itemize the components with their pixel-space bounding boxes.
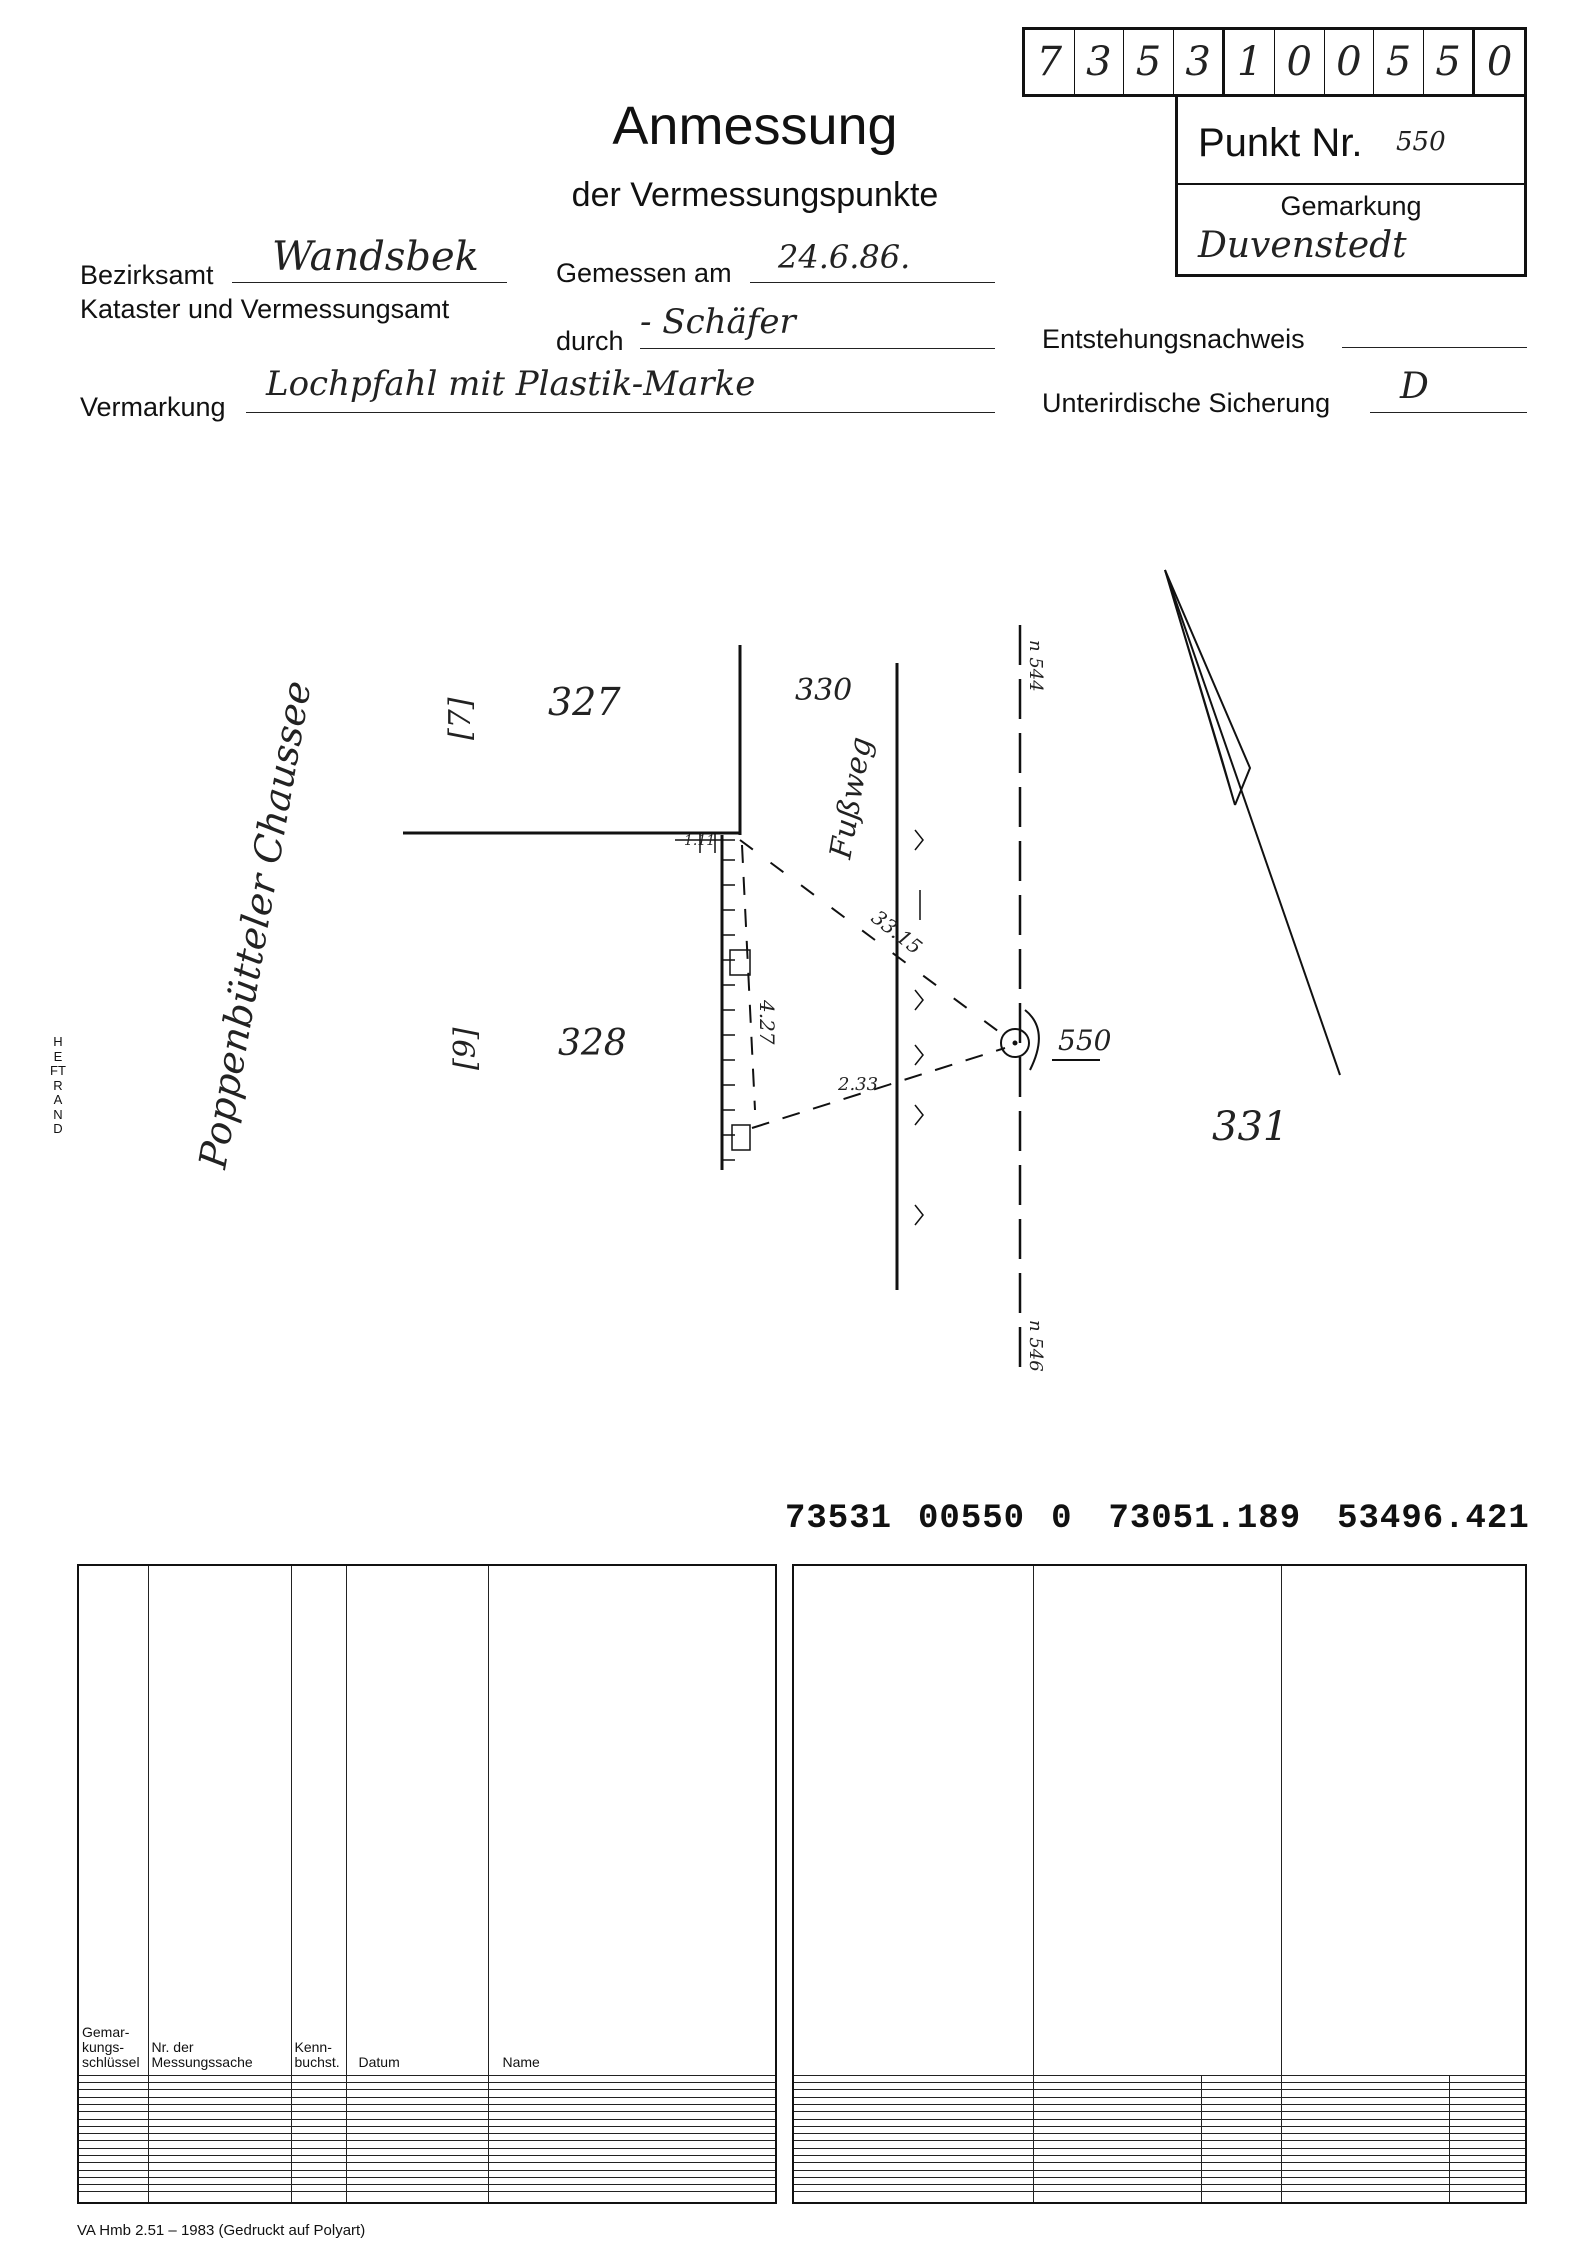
table-cell[interactable]: [1033, 2105, 1201, 2112]
id-digit-cell: 3: [1075, 30, 1125, 94]
measure-line-233: [752, 1048, 1005, 1128]
table-row: [793, 2119, 1526, 2126]
table-cell[interactable]: [346, 2148, 488, 2155]
table-cell[interactable]: [78, 2148, 148, 2155]
table-cell[interactable]: [1201, 2185, 1281, 2192]
table-cell[interactable]: [291, 2192, 346, 2203]
dist-233: 2.33: [838, 1074, 879, 1095]
durch-label: durch: [556, 326, 624, 356]
table-cell[interactable]: [1033, 2126, 1201, 2133]
table-cell[interactable]: [148, 2075, 291, 2082]
page-subtitle: der Vermessungspunkte: [571, 176, 939, 214]
table-row: [78, 2185, 776, 2192]
table-cell[interactable]: [488, 2083, 776, 2090]
table-cell[interactable]: [291, 2155, 346, 2162]
table-row: [78, 2112, 776, 2119]
table-cell[interactable]: [1033, 2163, 1201, 2170]
page-title: Anmessung: [612, 96, 898, 156]
table-cell[interactable]: [78, 2185, 148, 2192]
table-cell[interactable]: [78, 2083, 148, 2090]
table-cell[interactable]: [78, 2134, 148, 2141]
ref-top: n 544: [1025, 640, 1046, 692]
col-datum-label: Datum: [358, 2053, 400, 2070]
table-cell[interactable]: [78, 2141, 148, 2148]
table-cell[interactable]: [148, 2112, 291, 2119]
table-cell[interactable]: [346, 2090, 488, 2097]
table-cell[interactable]: [1449, 2192, 1526, 2203]
table-cell[interactable]: [1033, 2185, 1201, 2192]
table-cell[interactable]: [1281, 2141, 1449, 2148]
col-messungssache-label: Nr. der Messungssache: [151, 2038, 253, 2070]
gemessen-value: 24.6.86.: [778, 238, 911, 276]
table-cell[interactable]: [793, 2177, 1033, 2184]
col-datum: [346, 1565, 488, 2075]
table-cell[interactable]: [1201, 2105, 1281, 2112]
table-cell[interactable]: [291, 2119, 346, 2126]
table-cell[interactable]: [148, 2105, 291, 2112]
table-cell[interactable]: [148, 2155, 291, 2162]
table-cell[interactable]: [291, 2090, 346, 2097]
table-cell[interactable]: [78, 2170, 148, 2177]
table-cell[interactable]: [1201, 2112, 1281, 2119]
table-cell[interactable]: [78, 2126, 148, 2133]
table-row: [78, 2192, 776, 2203]
header-cell: [1033, 1565, 1281, 2075]
bezirksamt-label: Bezirksamt: [80, 260, 214, 290]
table-cell[interactable]: [346, 2163, 488, 2170]
table-cell[interactable]: [291, 2083, 346, 2090]
table-cell[interactable]: [1281, 2148, 1449, 2155]
table-cell[interactable]: [1281, 2126, 1449, 2133]
table-cell[interactable]: [1449, 2134, 1526, 2141]
table-cell[interactable]: [1281, 2192, 1449, 2203]
table-cell[interactable]: [78, 2105, 148, 2112]
table-cell[interactable]: [1201, 2126, 1281, 2133]
table-cell[interactable]: [1033, 2112, 1201, 2119]
north-arrow-shaft: [1165, 570, 1340, 1075]
gemarkung-value: Duvenstedt: [1198, 225, 1407, 266]
col-kennbuchst-label: Kenn- buchst.: [294, 2038, 340, 2070]
table-cell[interactable]: [148, 2185, 291, 2192]
table-cell[interactable]: [488, 2185, 776, 2192]
table-cell[interactable]: [488, 2119, 776, 2126]
table-cell[interactable]: [1449, 2097, 1526, 2104]
table-cell[interactable]: [488, 2134, 776, 2141]
table-cell[interactable]: [346, 2134, 488, 2141]
table-cell[interactable]: [1449, 2126, 1526, 2133]
table-cell[interactable]: [1201, 2075, 1281, 2082]
table-cell[interactable]: [346, 2141, 488, 2148]
parcel-327: 327: [548, 680, 621, 724]
table-cell[interactable]: [148, 2163, 291, 2170]
measure-line-427: [742, 845, 755, 1110]
table-cell[interactable]: [793, 2163, 1033, 2170]
table-row: [793, 2083, 1526, 2090]
heftrand-label: HEFTRAND: [50, 1034, 66, 1136]
table-cell[interactable]: [1449, 2141, 1526, 2148]
table-cell[interactable]: [1201, 2148, 1281, 2155]
table-row: [78, 2177, 776, 2184]
table-cell[interactable]: [1033, 2134, 1201, 2141]
table-row: [793, 2155, 1526, 2162]
table-cell[interactable]: [1033, 2119, 1201, 2126]
table-cell[interactable]: [793, 2141, 1033, 2148]
table-header-row: [793, 1565, 1526, 2075]
punkt-label: Punkt Nr.: [1198, 121, 1363, 165]
id-digit-cell: 5: [1124, 30, 1174, 94]
id-digit-cell: 1: [1225, 30, 1275, 94]
table-cell[interactable]: [78, 2119, 148, 2126]
table-cell[interactable]: [1201, 2090, 1281, 2097]
table-row: [793, 2148, 1526, 2155]
table-cell[interactable]: [1033, 2148, 1201, 2155]
dist-427: 4.27: [755, 1000, 779, 1045]
table-cell[interactable]: [1281, 2090, 1449, 2097]
table-cell[interactable]: [148, 2177, 291, 2184]
table-cell[interactable]: [488, 2155, 776, 2162]
table-cell[interactable]: [793, 2083, 1033, 2090]
table-cell[interactable]: [1449, 2148, 1526, 2155]
parcel-328: 328: [558, 1023, 627, 1064]
table-cell[interactable]: [488, 2148, 776, 2155]
parcel-330: 330: [795, 673, 853, 708]
table-cell[interactable]: [488, 2075, 776, 2082]
table-row: [78, 2090, 776, 2097]
point-arc: [1025, 1010, 1039, 1070]
point-label: 550: [1058, 1024, 1112, 1057]
table-cell[interactable]: [1281, 2177, 1449, 2184]
table-header-row: [78, 1565, 776, 2075]
table-row: [78, 2163, 776, 2170]
table-cell[interactable]: [78, 2177, 148, 2184]
table-cell[interactable]: [1201, 2134, 1281, 2141]
table-row: [793, 2163, 1526, 2170]
table-cell[interactable]: [148, 2141, 291, 2148]
table-cell[interactable]: [291, 2163, 346, 2170]
table-cell[interactable]: [291, 2170, 346, 2177]
table-cell[interactable]: [488, 2170, 776, 2177]
table-cell[interactable]: [1449, 2090, 1526, 2097]
table-cell[interactable]: [1449, 2119, 1526, 2126]
table-row: [78, 2126, 776, 2133]
table-cell[interactable]: [1449, 2075, 1526, 2082]
table-row: [793, 2105, 1526, 2112]
id-digit-cell: 7: [1025, 30, 1075, 94]
col-kennbuchst: [291, 1565, 346, 2075]
id-digit-cell: 5: [1374, 30, 1424, 94]
kataster-label: Kataster und Vermessungsamt: [80, 294, 450, 324]
table-row: [78, 2119, 776, 2126]
table-cell[interactable]: [1449, 2112, 1526, 2119]
table-cell[interactable]: [291, 2141, 346, 2148]
col-gemarkung-label: Gemar- kungs- schlüssel: [82, 2023, 140, 2070]
table-cell[interactable]: [291, 2185, 346, 2192]
history-table-right: [792, 1564, 1527, 2204]
table-cell[interactable]: [148, 2134, 291, 2141]
table-cell[interactable]: [291, 2126, 346, 2133]
table-cell[interactable]: [346, 2075, 488, 2082]
gemarkung-label: Gemarkung: [1280, 191, 1422, 221]
table-cell[interactable]: [1449, 2155, 1526, 2162]
col-messungssache: [148, 1565, 291, 2075]
table-cell[interactable]: [78, 2112, 148, 2119]
table-row: [78, 2083, 776, 2090]
table-cell[interactable]: [488, 2097, 776, 2104]
table-cell[interactable]: [1449, 2170, 1526, 2177]
table-cell[interactable]: [1281, 2097, 1449, 2104]
table-cell[interactable]: [346, 2083, 488, 2090]
table-cell[interactable]: [793, 2148, 1033, 2155]
form-footer: VA Hmb 2.51 – 1983 (Gedruckt auf Polyart): [77, 2222, 366, 2239]
table-cell[interactable]: [1281, 2134, 1449, 2141]
id-digit-cell: 0: [1486, 39, 1513, 85]
table-cell[interactable]: [1281, 2075, 1449, 2082]
header-cell: [1281, 1565, 1526, 2075]
table-row: [793, 2112, 1526, 2119]
table-row: [78, 2105, 776, 2112]
unterirdisch-value: D: [1400, 366, 1429, 407]
col-name: [488, 1565, 776, 2075]
id-digit-cell: 3: [1174, 30, 1226, 94]
table-cell[interactable]: [1281, 2112, 1449, 2119]
table-cell[interactable]: [1033, 2177, 1201, 2184]
table-cell[interactable]: [148, 2083, 291, 2090]
table-row: [793, 2177, 1526, 2184]
table-cell[interactable]: [793, 2119, 1033, 2126]
gemessen-label: Gemessen am: [556, 258, 732, 288]
table-cell[interactable]: [1281, 2155, 1449, 2162]
table-cell[interactable]: [291, 2134, 346, 2141]
table-cell[interactable]: [793, 2105, 1033, 2112]
table-cell[interactable]: [1033, 2075, 1201, 2082]
unterirdisch-label: Unterirdische Sicherung: [1042, 388, 1331, 418]
col-gemarkung: [78, 1565, 148, 2075]
table-cell[interactable]: [1033, 2170, 1201, 2177]
dist-diagonal: 33.15: [866, 905, 927, 960]
table-cell[interactable]: [488, 2192, 776, 2203]
table-cell[interactable]: [1033, 2141, 1201, 2148]
table-cell[interactable]: [488, 2126, 776, 2133]
table-cell[interactable]: [148, 2097, 291, 2104]
table-row: [78, 2148, 776, 2155]
table-cell[interactable]: [488, 2105, 776, 2112]
table-cell[interactable]: [291, 2105, 346, 2112]
table-cell[interactable]: [148, 2090, 291, 2097]
measure-line-diagonal: [740, 840, 1010, 1040]
table-cell[interactable]: [793, 2126, 1033, 2133]
table-cell[interactable]: [1281, 2163, 1449, 2170]
stamp-x: 73051.189: [1108, 1500, 1302, 1538]
table-row: [78, 2170, 776, 2177]
table-cell[interactable]: [78, 2075, 148, 2082]
table-cell[interactable]: [793, 2155, 1033, 2162]
table-cell[interactable]: [1449, 2105, 1526, 2112]
table-cell[interactable]: [291, 2112, 346, 2119]
table-cell[interactable]: [1449, 2083, 1526, 2090]
table-cell[interactable]: [1201, 2083, 1281, 2090]
stamp-check: 0: [1051, 1500, 1073, 1538]
table-cell[interactable]: [793, 2075, 1033, 2082]
table-cell[interactable]: [291, 2148, 346, 2155]
table-cell[interactable]: [1033, 2090, 1201, 2097]
table-cell[interactable]: [78, 2097, 148, 2104]
table-row: [78, 2097, 776, 2104]
table-cell[interactable]: [488, 2163, 776, 2170]
table-cell[interactable]: [488, 2177, 776, 2184]
footpath-label: Fußweg: [823, 734, 880, 862]
table-row: [793, 2090, 1526, 2097]
table-cell[interactable]: [488, 2112, 776, 2119]
table-cell[interactable]: [793, 2134, 1033, 2141]
table-cell[interactable]: [1449, 2163, 1526, 2170]
dist-small: 1.11: [684, 833, 716, 849]
table-cell[interactable]: [1449, 2185, 1526, 2192]
table-cell[interactable]: [793, 2185, 1033, 2192]
table-cell[interactable]: [1033, 2192, 1201, 2203]
bezirksamt-value: Wandsbek: [272, 234, 479, 280]
table-row: [78, 2134, 776, 2141]
table-cell[interactable]: [346, 2170, 488, 2177]
table-cell[interactable]: [1201, 2163, 1281, 2170]
table-row: [793, 2134, 1526, 2141]
table-cell[interactable]: [148, 2126, 291, 2133]
table-cell[interactable]: [78, 2155, 148, 2162]
table-cell[interactable]: [1281, 2185, 1449, 2192]
table-cell[interactable]: [148, 2148, 291, 2155]
table-cell[interactable]: [1281, 2083, 1449, 2090]
table-cell[interactable]: [346, 2097, 488, 2104]
table-cell[interactable]: [346, 2185, 488, 2192]
table-row: [78, 2155, 776, 2162]
table-cell[interactable]: [1449, 2177, 1526, 2184]
table-cell[interactable]: [1201, 2177, 1281, 2184]
box-9: [9]: [448, 1027, 483, 1070]
table-row: [793, 2075, 1526, 2082]
table-cell[interactable]: [346, 2119, 488, 2126]
table-cell[interactable]: [78, 2192, 148, 2203]
table-row: [793, 2170, 1526, 2177]
stamp-gemarkung: 73531: [785, 1500, 893, 1538]
parcel-331: 331: [1212, 1104, 1289, 1150]
table-cell[interactable]: [78, 2090, 148, 2097]
table-cell[interactable]: [1201, 2141, 1281, 2148]
table-cell[interactable]: [346, 2126, 488, 2133]
table-cell[interactable]: [1201, 2155, 1281, 2162]
coordinate-stamp: [785, 1500, 1530, 1538]
id-digit-cell: 0: [1275, 30, 1325, 94]
id-digit-cell: 0: [1325, 30, 1375, 94]
table-cell[interactable]: [1281, 2170, 1449, 2177]
table-row: [793, 2185, 1526, 2192]
table-row: [793, 2126, 1526, 2133]
table-cell[interactable]: [346, 2177, 488, 2184]
ref-bottom: n 546: [1025, 1320, 1046, 1372]
table-row: [793, 2141, 1526, 2148]
table-cell[interactable]: [793, 2090, 1033, 2097]
table-cell[interactable]: [291, 2075, 346, 2082]
table-cell[interactable]: [291, 2177, 346, 2184]
table-row: [793, 2097, 1526, 2104]
entstehung-label: Entstehungsnachweis: [1042, 324, 1305, 354]
table-cell[interactable]: [1201, 2170, 1281, 2177]
table-cell[interactable]: [346, 2112, 488, 2119]
table-cell[interactable]: [346, 2155, 488, 2162]
street-name: Poppenbütteler Chaussee: [190, 677, 320, 1172]
table-cell[interactable]: [78, 2163, 148, 2170]
table-cell[interactable]: [488, 2090, 776, 2097]
vermarkung-value: Lochpfahl mit Plastik-Marke: [266, 364, 756, 404]
table-row: [78, 2075, 776, 2082]
history-table-left: [77, 1564, 777, 2204]
table-cell[interactable]: [1201, 2192, 1281, 2203]
vermarkung-label: Vermarkung: [80, 392, 226, 422]
table-cell[interactable]: [1033, 2083, 1201, 2090]
table-cell[interactable]: [793, 2192, 1033, 2203]
table-cell[interactable]: [291, 2097, 346, 2104]
table-cell[interactable]: [148, 2119, 291, 2126]
table-cell[interactable]: [148, 2170, 291, 2177]
table-cell[interactable]: [1033, 2097, 1201, 2104]
table-cell[interactable]: [1281, 2119, 1449, 2126]
punkt-value: 550: [1396, 127, 1446, 157]
table-row: [793, 2192, 1526, 2203]
table-cell[interactable]: [793, 2170, 1033, 2177]
table-cell[interactable]: [488, 2141, 776, 2148]
header-cell: [793, 1565, 1033, 2075]
table-cell[interactable]: [346, 2105, 488, 2112]
table-cell[interactable]: [346, 2192, 488, 2203]
table-cell[interactable]: [793, 2097, 1033, 2104]
table-cell[interactable]: [148, 2192, 291, 2203]
table-cell[interactable]: [1281, 2105, 1449, 2112]
durch-value: - Schäfer: [640, 302, 796, 342]
table-cell[interactable]: [1033, 2155, 1201, 2162]
box-7: [7]: [443, 697, 478, 740]
id-digit-cell: 5: [1424, 30, 1476, 94]
table-row: [78, 2141, 776, 2148]
table-cell[interactable]: [1201, 2119, 1281, 2126]
table-cell[interactable]: [793, 2112, 1033, 2119]
stamp-y: 53496.421: [1337, 1500, 1530, 1538]
stamp-point: 00550: [918, 1500, 1026, 1538]
col-name-label: Name: [502, 2053, 540, 2070]
table-cell[interactable]: [1201, 2097, 1281, 2104]
